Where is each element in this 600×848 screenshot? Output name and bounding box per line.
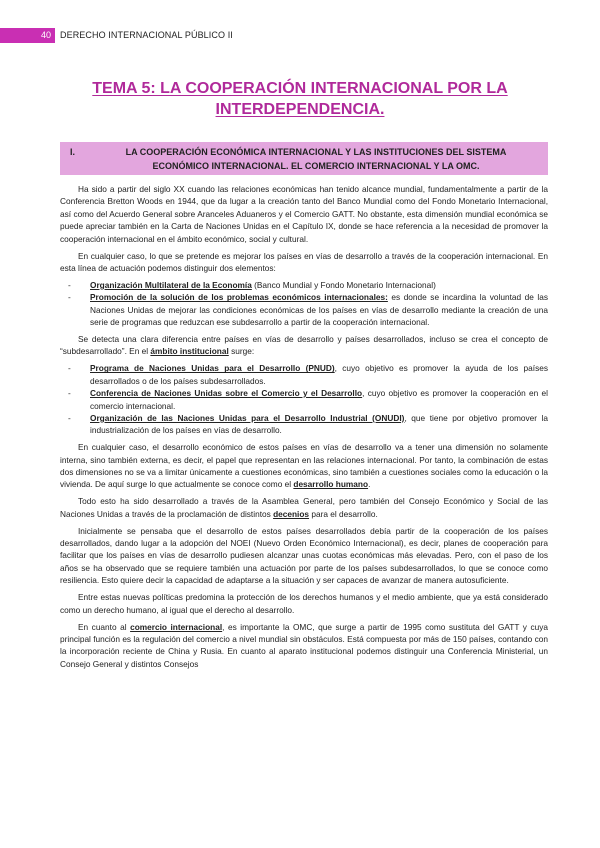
list-item-text: es donde se incardina la voluntad de las Naciones Unidas de mejorar las condiciones económicas de los países en vías de desarrollo mediante la creación de una serie de programas que reduzcan ese subdesarrollo a partir de la cooperación internacional.	[90, 292, 548, 328]
section-heading	[60, 142, 548, 175]
paragraph-4	[60, 441, 548, 491]
list-item-term: Programa de Naciones Unidas para el Desarrollo (PNUD)	[90, 363, 335, 374]
list-item-term: Conferencia de Naciones Unidas sobre el Comercio y el Desarrollo	[90, 388, 363, 399]
list-item-text: , cuyo objetivo es promover la cooperación en el comercio internacional.	[90, 388, 548, 411]
paragraph-3-text-c: surge:	[228, 346, 255, 357]
chapter-title-line-2: INTERDEPENDENCIA.	[215, 101, 385, 118]
list-item-term: Promoción de la solución de los problemas económicos internacionales:	[90, 292, 388, 303]
list-item-text: , cuyo objetivo es promover la ayuda de los países desarrollados o de los países subdesarrollados.	[90, 363, 549, 386]
section-number: I.	[70, 147, 76, 157]
paragraph-3-text-a: Se detecta una clara diferencia entre países en vías de desarrollo y países desarrollados, incluso se crea el concepto de “subdesarrollado”. En el	[60, 333, 548, 357]
section-heading-line-2: ECONÓMICO INTERNACIONAL. EL COMERCIO INTERNACIONAL Y LA OMC.	[152, 161, 480, 171]
list-item-term: Organización Multilateral de la Economía	[90, 279, 252, 290]
list-item-term: Organización de las Naciones Unidas para el Desarrollo Industrial (ONUDI)	[90, 412, 405, 423]
list-item	[60, 362, 548, 387]
document-title: DERECHO INTERNACIONAL PÚBLICO II	[60, 30, 233, 40]
elements-list	[60, 279, 548, 329]
paragraph-8-term: comercio internacional	[130, 621, 223, 632]
list-item	[60, 291, 548, 328]
list-item	[60, 412, 548, 437]
paragraph-5-text-c: para el desarrollo.	[309, 508, 378, 519]
paragraph-8	[60, 621, 548, 671]
body-text	[60, 183, 548, 675]
paragraph-6: Inicialmente se pensaba que el desarrollo de estos países desarrollados debía partir de la cooperación de los países desarrollados, dando lugar a la adopción del NOEI (Nuevo Orden Económico Internacional), es decir, planes de cooperación para facilitar que los países en vías de desarrollo pudiesen alcanzar unas cuotas económicas más elevadas. Pero, con el paso de los años se ha observado que se requiere también una actuación por parte de los países subdesarrollados, lo que se conoce como resiliencia. Esto quiere decir la capacidad de adaptarse a la situación y ser capaces de avanzar de manera autosuficiente.	[60, 525, 548, 586]
list-item	[60, 279, 548, 291]
paragraph-1: Ha sido a partir del siglo XX cuando las relaciones económicas han tenido alcance mundial, fundamentalmente a partir de la Conferencia Bretton Woods en 1944, que da lugar a la creación tanto del Banco Mundial como del Fondo Monetario Internacional, así como del Acuerdo General sobre Aranceles Aduaneros y el Comercio GATT. No obstante, esta dimensión mundial económica se puede apreciar también en la Carta de Naciones Unidas en el Capítulo IX, donde se hace referencia a la necesidad de promover la cooperación internacional en el ámbito económico, social y cultural.	[60, 184, 548, 244]
paragraph-8-text-c: , es importante la OMC, que surge a partir de 1995 como sustituta del GATT y cuya principal función es la regulación del comercio a nivel mundial sin obstáculos. Está compuesta por más de 150 países, contando con la incorporación reciente de China y Rusia. En cuanto al aparato institucional podemos distinguir una Conferencia Ministerial, un Consejo General y distintos Consejos	[60, 621, 548, 669]
list-item-text: (Banco Mundial y Fondo Monetario Internacional)	[251, 279, 436, 290]
paragraph-8-text-a: En cuanto al	[78, 621, 131, 632]
paragraph-5	[60, 495, 548, 520]
paragraph-4-term: desarrollo humano	[293, 479, 369, 490]
institutions-list	[60, 362, 548, 436]
paragraph-4-text-a: En cualquier caso, el desarrollo económico de estos países en vías de desarrollo va a tener una dimensión no solamente interna, sino también externa, es decir, el papel que representan en las relaciones internacional. Por tanto, la combinación de estas dos dimensiones no se va a limitar únicamente a cuestiones económicas, sino también a cuestiones sociales como la educación o la vivienda. De aquí surge lo que actualmente se conoce como el	[60, 442, 548, 490]
section-heading-line-1: LA COOPERACIÓN ECONÓMICA INTERNACIONAL Y LAS INSTITUCIONES DEL SISTEMA	[125, 147, 507, 157]
paragraph-3-term: ámbito institucional	[150, 346, 229, 357]
paragraph-7: Entre estas nuevas políticas predomina la protección de los derechos humanos y el medio ambiente, que ya está considerado como un derecho humano, al igual que el derecho al desarrollo.	[60, 592, 548, 615]
page-header	[0, 28, 600, 43]
chapter-title	[60, 78, 540, 120]
paragraph-3	[60, 333, 548, 358]
paragraph-5-text-a: Todo esto ha sido desarrollado a través de la Asamblea General, pero también del Consejo Económico y Social de las Naciones Unidas a través de la proclamación de distintos	[60, 496, 548, 519]
list-item	[60, 387, 548, 412]
paragraph-4-text-c: .	[368, 479, 371, 490]
chapter-title-line-1: TEMA 5: LA COOPERACIÓN INTERNACIONAL POR LA	[92, 80, 508, 97]
page-number: 40	[0, 28, 55, 43]
paragraph-5-term: decenios	[273, 508, 310, 519]
paragraph-2: En cualquier caso, lo que se pretende es mejorar los países en vías de desarrollo a través de la cooperación internacional. En esta línea de actuación podemos distinguir dos elementos:	[60, 250, 548, 273]
list-item-text: , que tiene por objetivo promover la industrialización de los países en vías de desarrollo.	[90, 412, 549, 436]
section-heading-text	[90, 145, 542, 173]
